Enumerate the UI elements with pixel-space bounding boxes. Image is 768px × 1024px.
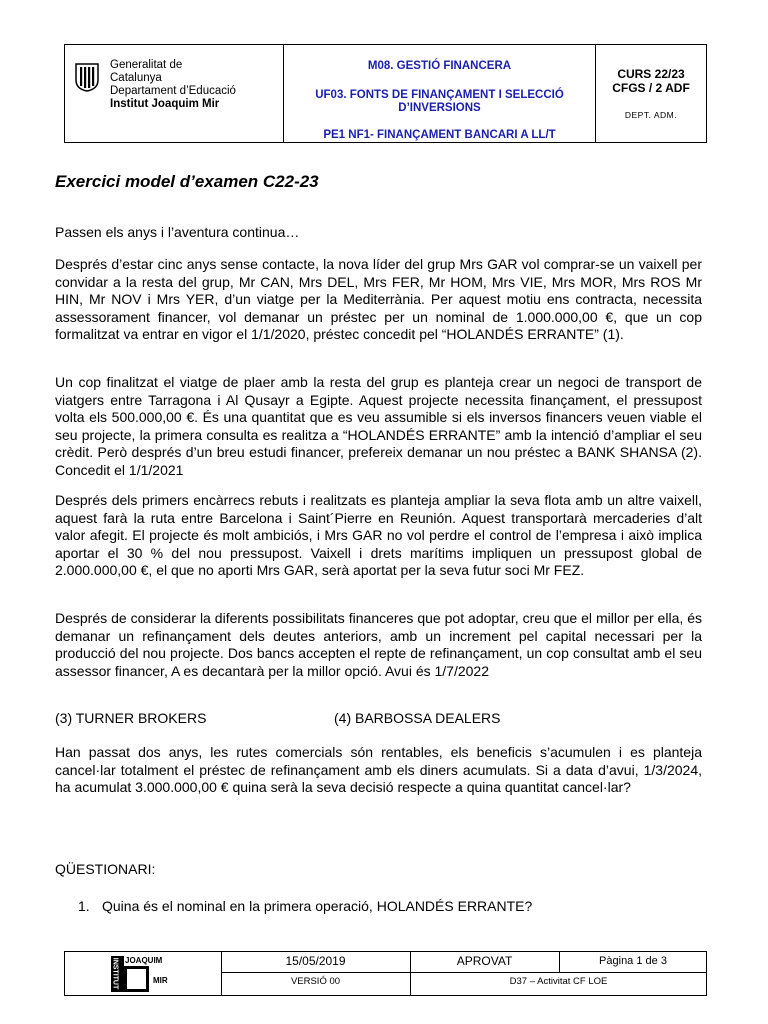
unit-title-line1: UF03. FONTS DE FINANÇAMENT I SELECCIÓ <box>315 89 564 101</box>
course-year: CURS 22/23 <box>617 67 685 81</box>
practice-title: PE1 NF1- FINANÇAMENT BANCARI A LL/T <box>323 129 556 141</box>
exercise-title: Exercici model d’examen C22-23 <box>55 172 319 191</box>
footer-page: Pàgina 1 de 3 <box>599 955 667 967</box>
paragraph-intro: Passen els anys i l’aventura continua… <box>55 224 300 240</box>
institute-name: Institut Joaquim Mir <box>110 98 220 110</box>
paragraph-refinancing: Després de considerar la diferents possibilitats financeres que pot adoptar, creu que el millor per ella, és demanar un refinançament dels deutes anteriors, amb un increment pel capital necessari per la producció del nou projecte. Dos bancs accepten el repte de refinançament, un cop consultat amb el seu assessor financer, A es decantarà per la millor opció. Avui és 1/7/2022 <box>55 610 702 679</box>
unit-title-line2: D’INVERSIONS <box>398 102 481 114</box>
questionnaire-heading: QÜESTIONARI: <box>55 861 156 877</box>
logo-text-side: INSTITUT <box>111 957 119 990</box>
lender-option-barbossa: (4) BARBOSSA DEALERS <box>334 710 501 726</box>
department-label: DEPT. ADM. <box>624 110 678 120</box>
question-number: 1. <box>78 898 90 914</box>
document-footer <box>64 951 707 996</box>
logo-text-bottom: MIR <box>153 976 168 985</box>
org-line: Generalitat de <box>110 59 183 71</box>
paragraph-expansion: Després dels primers encàrrecs rebuts i realitzats es planteja ampliar la seva flota amb un altre vaixell, aquest farà la ruta entre Barcelona i Saint´Pierre en Reunión. Aquest transportarà mercaderies d’alt valor afegit. El projecte és molt ambiciós, i Mrs GAR no vol perdre el control de l’empresa i això implica aportar el 30 % del nou pressupost. Vaixell i drets marítims impliquen un pressupost global de 2.000.000,00 €, el que no aporti Mrs GAR, serà aportat per la seva futur soci Mr FEZ. <box>55 492 702 578</box>
footer-version: VERSIÓ 00 <box>290 976 341 987</box>
question-item <box>78 898 532 914</box>
institute-logo <box>111 956 171 992</box>
module-title: M08. GESTIÓ FINANCERA <box>367 60 512 72</box>
course-info <box>596 67 706 95</box>
footer-date: 15/05/2019 <box>285 954 346 968</box>
footer-activity: D37 – Activitat CF LOE <box>509 976 608 987</box>
paragraph-second-loan: Un cop finalitzat el viatge de plaer amb la resta del grup es planteja crear un negoci de transport de viatgers entre Tarragona i Al Qusayr a Egipte. Aquest projecte necessita finançament, el pressupost volta els 500.000,00 €. És una quantitat que es veu assumible si els inversos financers veuen viable el seu projecte, la primera consulta es realitza a “HOLANDÉS ERRANTE” amb la intenció d’ampliar el seu crèdit. Però després d’un breu estudi financer, prefereix demanar un nou préstec a BANK SHANSA (2). Concedit el 1/1/2021 <box>55 374 702 478</box>
document-header <box>64 44 707 143</box>
org-line: Catalunya <box>110 72 162 84</box>
paragraph-first-loan: Després d’estar cinc anys sense contacte, la nova líder del grup Mrs GAR vol comprar-se un vaixell per convidar a la resta del grup, Mr CAN, Mrs DEL, Mrs FER, Mr HOM, Mrs VIE, Mrs MOR, Mrs ROS Mr HIN, Mr NOV i Mrs YER, d’un viatge per la Mediterrània. Per aquest motiu ens contracta, necessita assessorament financer, vol demanar un préstec per un nominal de 1.000.000,00 €, que un cop formalitzat va entrar en vigor el 1/1/2020, préstec concedit pel “HOLANDÉS ERRANTE” (1). <box>55 256 702 342</box>
header-course-cell <box>596 45 706 142</box>
org-line: Departament d’Educació <box>110 85 236 97</box>
generalitat-logo-icon <box>73 62 101 92</box>
question-text: Quina és el nominal en la primera operació, HOLANDÉS ERRANTE? <box>102 898 533 914</box>
lender-option-turner: (3) TURNER BROKERS <box>55 710 207 726</box>
logo-text-top: JOAQUIM <box>125 956 163 965</box>
org-name <box>110 59 236 111</box>
course-group: CFGS / 2 ADF <box>612 81 690 95</box>
footer-status: APROVAT <box>456 954 513 968</box>
header-subject-cell <box>284 45 596 142</box>
paragraph-cancellation: Han passat dos anys, les rutes comercials són rentables, els beneficis s’acumulen i es planteja cancel·lar totalment el préstec de refinançament amb els diners acumulats. Si a data d’avui, 1/3/2024, ha acumulat 3.000.000,00 € quina serà la seva decisió respecte a quina quantitat cancel·lar? <box>55 744 702 795</box>
header-org-cell <box>65 45 284 142</box>
